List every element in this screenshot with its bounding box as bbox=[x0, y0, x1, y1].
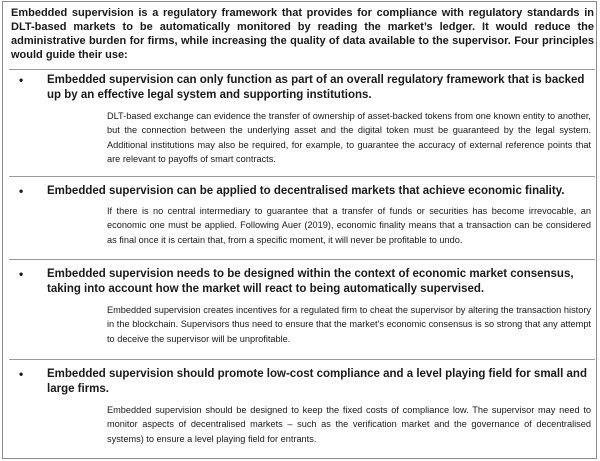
section-divider bbox=[9, 69, 595, 70]
bullet-point: • bbox=[19, 267, 24, 281]
principle-heading: Embedded supervision can only function as part of an overall regulatory framework that is backed up by an effective legal system and supporting institutions. bbox=[47, 74, 585, 101]
principle-body: Embedded supervision should be designed to keep the fixed costs of compliance low. The supervisor may need to monitor aspects of decentralised markets – such as the verification market and the governance of decentralised systems) to ensure a level playing field for entrants. bbox=[107, 405, 591, 444]
principle-heading: Embedded supervision should promote low-cost compliance and a level playing field for small and large firms. bbox=[47, 368, 587, 395]
content-box bbox=[2, 1, 597, 459]
intro-paragraph: Embedded supervision is a regulatory framework that provides for compliance with regulatory standards in DLT-based markets to be automatically monitored by reading the market’s ledger. It would reduce the administrative burden for firms, while increasing the quality of data available to the supervisor. Four principles would guide their use: bbox=[11, 7, 594, 61]
section-divider bbox=[9, 176, 595, 177]
principle-body: If there is no central intermediary to guarantee that a transfer of funds or securities has become irrevocable, an economic one must be applied. Following Auer (2019), economic finality means that a transaction can be considered as final once it is certain that, from a specific moment, it will never be profitable to undo. bbox=[107, 206, 591, 245]
bullet-point: • bbox=[19, 73, 24, 87]
principle-heading: Embedded supervision needs to be designed within the context of economic market consensus, taking into account how the market will react to being automatically supervised. bbox=[47, 268, 574, 295]
principle-body: DLT-based exchange can evidence the transfer of ownership of asset-backed tokens from one known entity to another, but the connection between the underlying asset and the digital token must be guaranteed by the legal system. Additional institutions may also be required, for example, to guarantee the accuracy of external reference points that are relevant to payoffs of smart contracts. bbox=[107, 111, 591, 164]
section-divider bbox=[9, 259, 595, 260]
section-divider bbox=[9, 359, 595, 360]
principle-heading: Embedded supervision can be applied to decentralised markets that achieve economic finality. bbox=[47, 185, 565, 197]
bullet-point: • bbox=[19, 367, 24, 381]
principle-body: Embedded supervision creates incentives for a regulated firm to cheat the supervisor by altering the transaction history in the blockchain. Supervisors thus need to ensure that the market’s economic consensus is so strong that any attempt to deceive the supervisor will be unprofitable. bbox=[107, 305, 591, 344]
bullet-point: • bbox=[19, 184, 24, 198]
